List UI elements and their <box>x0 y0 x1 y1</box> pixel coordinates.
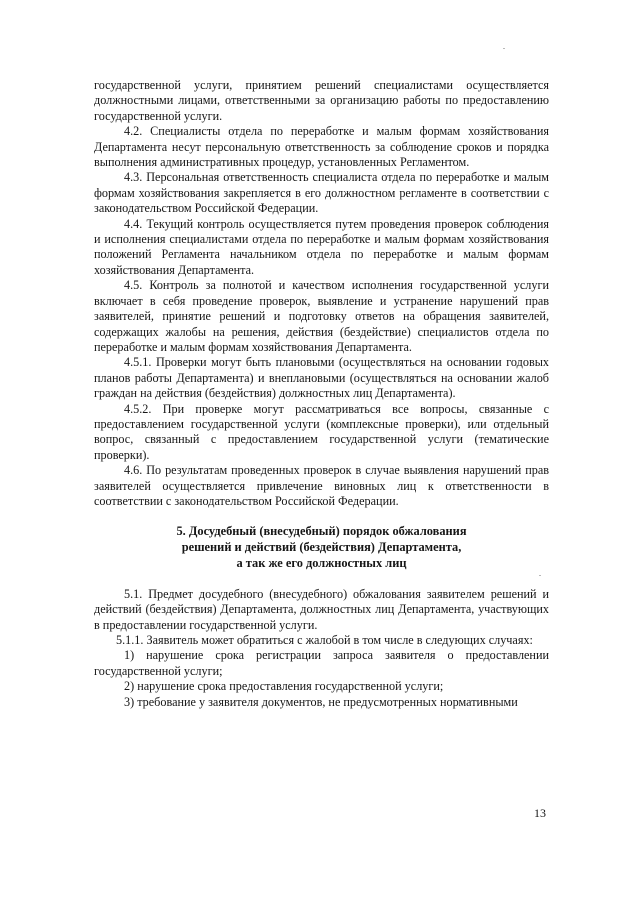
spacer <box>94 509 549 524</box>
section-heading-line: 5. Досудебный (внесудебный) порядок обжалования <box>176 524 467 539</box>
document-body <box>94 78 549 710</box>
section-heading <box>94 524 549 571</box>
spacer <box>94 572 549 587</box>
scan-speck <box>503 48 505 49</box>
paragraph-4-5: 4.5. Контроль за полнотой и качеством исполнения государственной услуги включает в себя проведение проверок, выявление и устранение нарушений прав заявителей, принятие решений и подготовку ответов на обращения заявителей, содержащих жалобы на решения, действия (бездействие) специалистов отдела по переработке и малым формам хозяйствования Департамента. <box>94 278 549 354</box>
section-heading-line: а так же его должностных лиц <box>236 555 407 570</box>
paragraph-5-1: 5.1. Предмет досудебного (внесудебного) обжалования заявителем решений и действий (бездействия) Департамента, должностных лиц Департамента, участвующих в предоставлении государственной услуги. <box>94 586 549 632</box>
page-number: 13 <box>534 806 546 820</box>
paragraph-4-5-2: 4.5.2. При проверке могут рассматриваться все вопросы, связанные с предоставлением государственной услуги (комплексные проверки), или отдельный вопрос, связанный с предоставлением государственной услуги (тематические проверки). <box>94 401 549 462</box>
list-item-1: 1) нарушение срока регистрации запроса заявителя о предоставлении государственной услуги; <box>94 648 549 678</box>
paragraph-5-1-1: 5.1.1. Заявитель может обратиться с жалобой в том числе в следующих случаях: <box>116 632 533 647</box>
list-item-3: 3) требование у заявителя документов, не предусмотренных нормативными <box>124 694 518 709</box>
paragraph-continuation: государственной услуги, принятием решений специалистами осуществляется должностными лицами, ответственными за организацию работы по предоставлению государственной услуги. <box>94 78 549 123</box>
section-heading-line: решений и действий (бездействия) Департамента, <box>181 540 462 555</box>
paragraph-4-2: 4.2. Специалисты отдела по переработке и малым формам хозяйствования Департамента несут персональную ответственность за соблюдение сроков и порядка выполнения административных процедур, установленных Регламентом. <box>94 124 549 170</box>
paragraph-4-4: 4.4. Текущий контроль осуществляется путем проведения проверок соблюдения и исполнения специалистами отдела по переработке и малым формам хозяйствования положений Регламента начальником отдела по переработке и малым формам хозяйствования Департамента. <box>94 216 549 277</box>
paragraph-4-3: 4.3. Персональная ответственность специалиста отдела по переработке и малым формам хозяйствования закрепляется в его должностном регламенте в соответствии с законодательством Российской Федерации. <box>94 170 549 216</box>
paragraph-4-5-1: 4.5.1. Проверки могут быть плановыми (осуществляться на основании годовых планов работы Департамента) и внеплановыми (осуществляться на основании жалоб граждан на действия (бездействия) должностных лиц Департамента). <box>94 355 549 401</box>
list-item-2: 2) нарушение срока предоставления государственной услуги; <box>124 679 444 694</box>
paragraph-4-6: 4.6. По результатам проведенных проверок в случае выявления нарушений прав заявителей осуществляется привлечение виновных лиц к ответственности в соответствии с законодательством Российской Федерации. <box>94 463 549 508</box>
